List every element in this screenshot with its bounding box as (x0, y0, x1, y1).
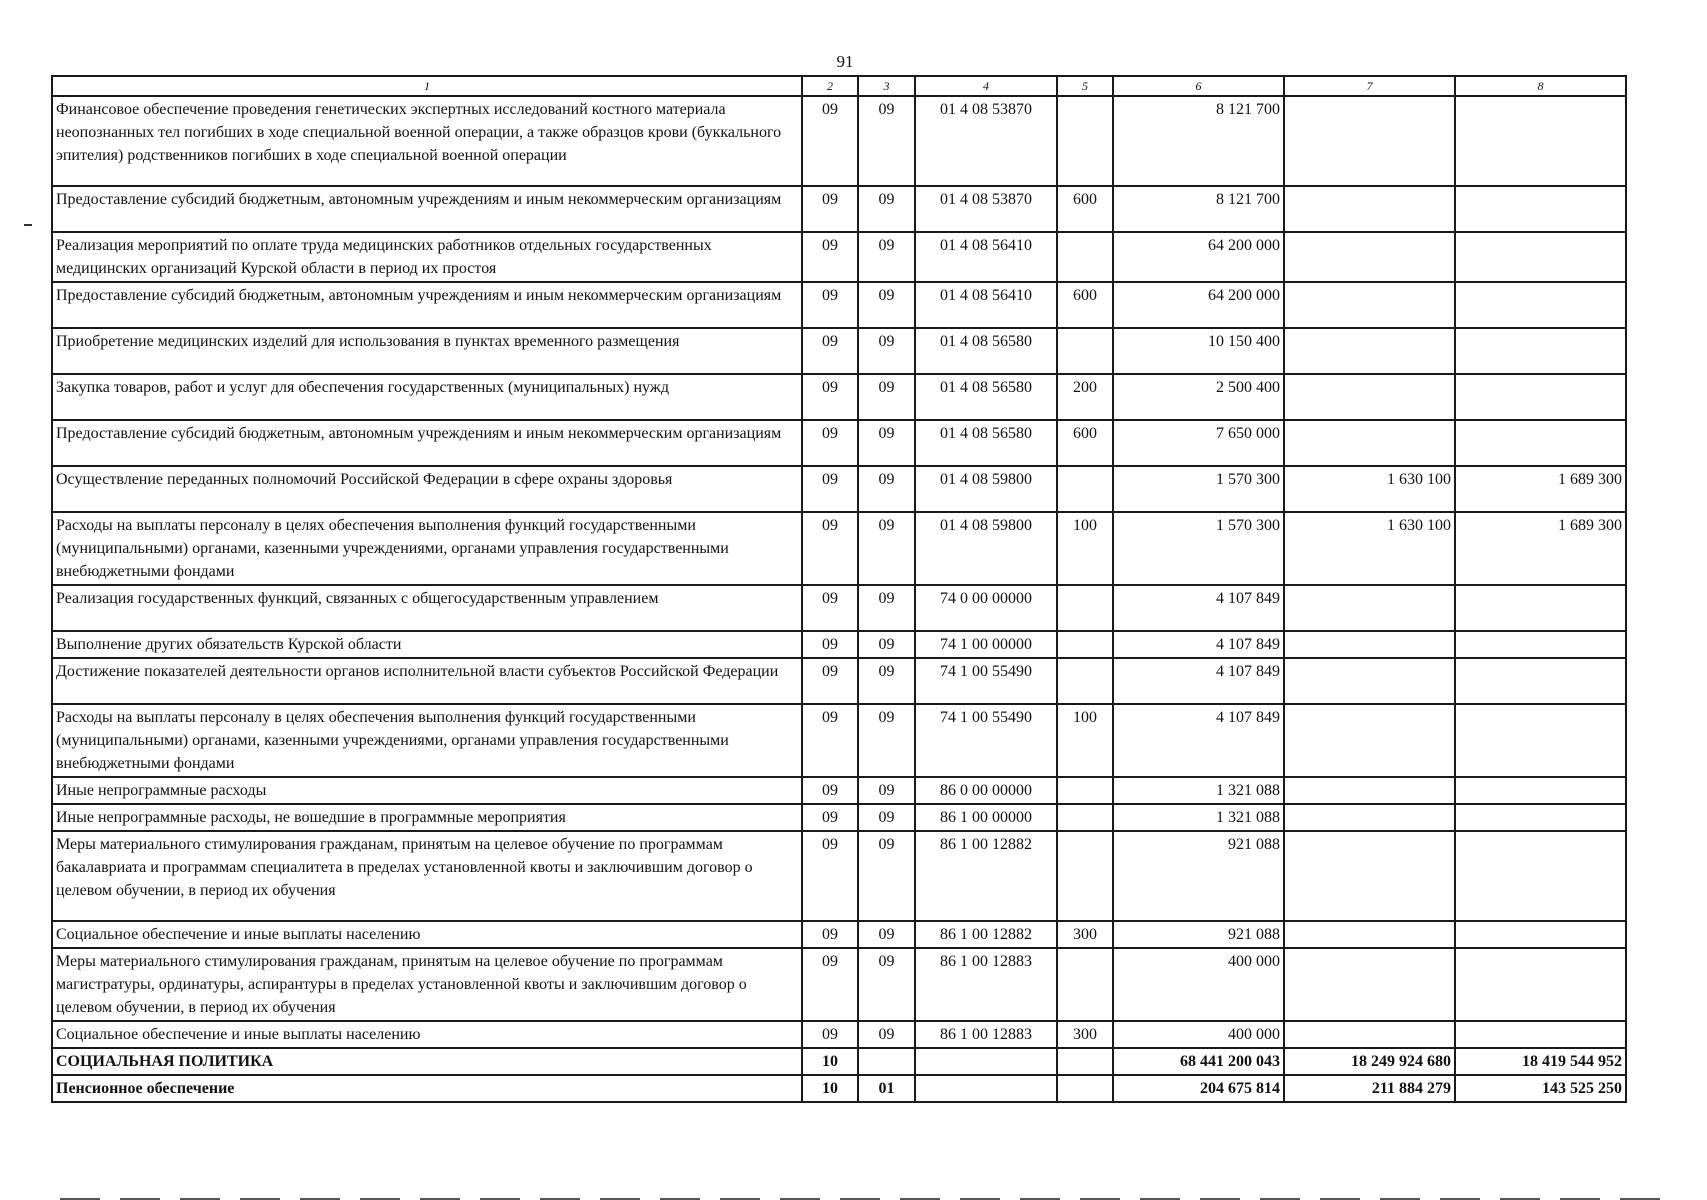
section-code: 09 (802, 704, 858, 777)
expense-type-code (1057, 96, 1113, 186)
amount-col-8 (1455, 658, 1626, 704)
section-code: 09 (802, 420, 858, 466)
amount-col-7 (1284, 831, 1455, 921)
amount-col-6: 2 500 400 (1113, 374, 1284, 420)
amount-col-8: 1 689 300 (1455, 512, 1626, 585)
expense-type-code: 100 (1057, 704, 1113, 777)
amount-col-8: 143 525 250 (1455, 1075, 1626, 1102)
amount-col-7 (1284, 1021, 1455, 1048)
subsection-code: 09 (858, 282, 915, 328)
subsection-code: 09 (858, 328, 915, 374)
target-article-code: 01 4 08 59800 (915, 512, 1057, 585)
subsection-code: 09 (858, 777, 915, 804)
amount-col-6: 204 675 814 (1113, 1075, 1284, 1102)
amount-col-6: 1 570 300 (1113, 512, 1284, 585)
section-code: 09 (802, 466, 858, 512)
amount-col-6: 921 088 (1113, 831, 1284, 921)
expense-type-code (1057, 831, 1113, 921)
target-article-code: 86 1 00 12883 (915, 948, 1057, 1021)
table-row (52, 1021, 1626, 1048)
amount-col-7 (1284, 948, 1455, 1021)
amount-col-8 (1455, 374, 1626, 420)
section-code: 09 (802, 512, 858, 585)
subsection-code: 09 (858, 186, 915, 232)
table-row (52, 831, 1626, 921)
amount-col-6: 1 321 088 (1113, 804, 1284, 831)
target-article-code: 01 4 08 53870 (915, 186, 1057, 232)
amount-col-7 (1284, 631, 1455, 658)
row-name: Меры материального стимулирования гражданам, принятым на целевое обучение по программам магистратуры, ординатуры, аспирантуры в пределах установленной квоты и заключившим договор о целевом обучении, в период их обучения (52, 948, 802, 1021)
target-article-code: 86 1 00 00000 (915, 804, 1057, 831)
table-row (52, 420, 1626, 466)
amount-col-7: 1 630 100 (1284, 512, 1455, 585)
amount-col-6: 4 107 849 (1113, 704, 1284, 777)
subsection-code: 09 (858, 96, 915, 186)
target-article-code: 01 4 08 56580 (915, 374, 1057, 420)
amount-col-8 (1455, 282, 1626, 328)
budget-table (51, 75, 1627, 1103)
target-article-code: 01 4 08 56580 (915, 420, 1057, 466)
target-article-code: 86 0 00 00000 (915, 777, 1057, 804)
amount-col-8 (1455, 921, 1626, 948)
expense-type-code: 600 (1057, 282, 1113, 328)
section-code: 09 (802, 948, 858, 1021)
table-row (52, 328, 1626, 374)
amount-col-8 (1455, 420, 1626, 466)
row-name: СОЦИАЛЬНАЯ ПОЛИТИКА (52, 1048, 802, 1075)
expense-type-code: 200 (1057, 374, 1113, 420)
table-body (52, 76, 1626, 1102)
column-header: 7 (1284, 76, 1455, 96)
row-name: Осуществление переданных полномочий Российской Федерации в сфере охраны здоровья (52, 466, 802, 512)
amount-col-7 (1284, 420, 1455, 466)
subsection-code: 09 (858, 512, 915, 585)
expense-type-code (1057, 1075, 1113, 1102)
target-article-code: 74 1 00 00000 (915, 631, 1057, 658)
amount-col-7 (1284, 704, 1455, 777)
subsection-code: 09 (858, 232, 915, 282)
target-article-code: 01 4 08 56410 (915, 282, 1057, 328)
row-name: Выполнение других обязательств Курской области (52, 631, 802, 658)
amount-col-8 (1455, 948, 1626, 1021)
expense-type-code: 300 (1057, 921, 1113, 948)
subsection-code: 09 (858, 804, 915, 831)
row-name: Меры материального стимулирования гражданам, принятым на целевое обучение по программам бакалавриата и программам специалитета в пределах установленной квоты и заключившим договор о целевом обучении, в период их обучения (52, 831, 802, 921)
amount-col-7 (1284, 804, 1455, 831)
row-name: Социальное обеспечение и иные выплаты населению (52, 921, 802, 948)
column-header: 1 (52, 76, 802, 96)
row-name: Предоставление субсидий бюджетным, автономным учреждениям и иным некоммерческим организациям (52, 282, 802, 328)
section-code: 09 (802, 328, 858, 374)
section-code: 09 (802, 1021, 858, 1048)
amount-col-6: 8 121 700 (1113, 186, 1284, 232)
expense-type-code (1057, 777, 1113, 804)
table-row (52, 186, 1626, 232)
table-row (52, 658, 1626, 704)
amount-col-7 (1284, 777, 1455, 804)
row-name: Расходы на выплаты персоналу в целях обеспечения выполнения функций государственными (муниципальными) органами, казенными учреждениями, органами управления государственными внебюджетными фондами (52, 512, 802, 585)
amount-col-8 (1455, 232, 1626, 282)
column-header: 5 (1057, 76, 1113, 96)
amount-col-6: 4 107 849 (1113, 631, 1284, 658)
expense-type-code (1057, 328, 1113, 374)
subsection-code (858, 1048, 915, 1075)
section-code: 09 (802, 658, 858, 704)
amount-col-7 (1284, 374, 1455, 420)
amount-col-8: 18 419 544 952 (1455, 1048, 1626, 1075)
section-code: 10 (802, 1075, 858, 1102)
subsection-code: 09 (858, 374, 915, 420)
amount-col-6: 400 000 (1113, 948, 1284, 1021)
subsection-code: 09 (858, 948, 915, 1021)
section-code: 09 (802, 585, 858, 631)
amount-col-6: 921 088 (1113, 921, 1284, 948)
target-article-code: 01 4 08 56410 (915, 232, 1057, 282)
amount-col-8 (1455, 804, 1626, 831)
amount-col-7 (1284, 585, 1455, 631)
amount-col-8 (1455, 704, 1626, 777)
table-row (52, 466, 1626, 512)
amount-col-8 (1455, 777, 1626, 804)
subsection-code: 09 (858, 420, 915, 466)
subsection-code: 09 (858, 831, 915, 921)
row-name: Реализация мероприятий по оплате труда медицинских работников отдельных государственных медицинских организаций Курской области в период их простоя (52, 232, 802, 282)
amount-col-8 (1455, 1021, 1626, 1048)
expense-type-code (1057, 631, 1113, 658)
target-article-code: 86 1 00 12882 (915, 831, 1057, 921)
page-number: 91 (836, 52, 854, 71)
target-article-code: 74 0 00 00000 (915, 585, 1057, 631)
column-header: 4 (915, 76, 1057, 96)
target-article-code: 01 4 08 59800 (915, 466, 1057, 512)
section-code: 09 (802, 921, 858, 948)
amount-col-7: 18 249 924 680 (1284, 1048, 1455, 1075)
column-header: 2 (802, 76, 858, 96)
row-name: Приобретение медицинских изделий для использования в пунктах временного размещения (52, 328, 802, 374)
subsection-code: 09 (858, 1021, 915, 1048)
table-row (52, 96, 1626, 186)
section-code: 09 (802, 282, 858, 328)
amount-col-6: 64 200 000 (1113, 232, 1284, 282)
section-code: 09 (802, 777, 858, 804)
expense-type-code (1057, 948, 1113, 1021)
amount-col-6: 400 000 (1113, 1021, 1284, 1048)
table-row (52, 232, 1626, 282)
margin-mark (24, 224, 32, 226)
table-row (52, 585, 1626, 631)
table-row (52, 631, 1626, 658)
amount-col-7 (1284, 328, 1455, 374)
row-name: Достижение показателей деятельности органов исполнительной власти субъектов Российской Федерации (52, 658, 802, 704)
target-article-code: 74 1 00 55490 (915, 704, 1057, 777)
target-article-code: 86 1 00 12883 (915, 1021, 1057, 1048)
expense-type-code (1057, 466, 1113, 512)
table-row (52, 777, 1626, 804)
amount-col-6: 68 441 200 043 (1113, 1048, 1284, 1075)
row-name: Пенсионное обеспечение (52, 1075, 802, 1102)
amount-col-6: 8 121 700 (1113, 96, 1284, 186)
column-header: 8 (1455, 76, 1626, 96)
section-code: 09 (802, 96, 858, 186)
subsection-code: 09 (858, 466, 915, 512)
amount-col-8 (1455, 96, 1626, 186)
amount-col-6: 4 107 849 (1113, 585, 1284, 631)
row-name: Иные непрограммные расходы (52, 777, 802, 804)
expense-type-code (1057, 232, 1113, 282)
expense-type-code (1057, 585, 1113, 631)
amount-col-6: 10 150 400 (1113, 328, 1284, 374)
target-article-code: 01 4 08 53870 (915, 96, 1057, 186)
subsection-code: 09 (858, 921, 915, 948)
amount-col-6: 4 107 849 (1113, 658, 1284, 704)
row-name: Предоставление субсидий бюджетным, автономным учреждениям и иным некоммерческим организациям (52, 186, 802, 232)
subsection-code: 09 (858, 631, 915, 658)
target-article-code (915, 1075, 1057, 1102)
target-article-code: 01 4 08 56580 (915, 328, 1057, 374)
target-article-code: 86 1 00 12882 (915, 921, 1057, 948)
amount-col-6: 1 570 300 (1113, 466, 1284, 512)
amount-col-7 (1284, 232, 1455, 282)
section-code: 09 (802, 186, 858, 232)
target-article-code: 74 1 00 55490 (915, 658, 1057, 704)
table-row (52, 512, 1626, 585)
section-code: 09 (802, 374, 858, 420)
amount-col-7 (1284, 96, 1455, 186)
amount-col-7: 211 884 279 (1284, 1075, 1455, 1102)
amount-col-6: 64 200 000 (1113, 282, 1284, 328)
column-header: 6 (1113, 76, 1284, 96)
subsection-code: 01 (858, 1075, 915, 1102)
amount-col-8 (1455, 585, 1626, 631)
section-code: 09 (802, 631, 858, 658)
row-name: Финансовое обеспечение проведения генетических экспертных исследований костного материала неопознанных тел погибших в ходе специальной военной операции, а также образцов крови (буккального эпителия) родственников погибших в ходе специальной военной операции (52, 96, 802, 186)
section-code: 09 (802, 831, 858, 921)
expense-type-code: 600 (1057, 186, 1113, 232)
target-article-code (915, 1048, 1057, 1075)
row-name: Расходы на выплаты персоналу в целях обеспечения выполнения функций государственными (муниципальными) органами, казенными учреждениями, органами управления государственными внебюджетными фондами (52, 704, 802, 777)
row-name: Предоставление субсидий бюджетным, автономным учреждениям и иным некоммерческим организациям (52, 420, 802, 466)
table-row (52, 1048, 1626, 1075)
expense-type-code: 600 (1057, 420, 1113, 466)
table-row (52, 804, 1626, 831)
section-code: 09 (802, 232, 858, 282)
expense-type-code (1057, 658, 1113, 704)
section-code: 10 (802, 1048, 858, 1075)
expense-type-code (1057, 1048, 1113, 1075)
row-name: Иные непрограммные расходы, не вошедшие в программные мероприятия (52, 804, 802, 831)
subsection-code: 09 (858, 658, 915, 704)
table-row (52, 282, 1626, 328)
expense-type-code (1057, 804, 1113, 831)
table-row (52, 374, 1626, 420)
amount-col-6: 1 321 088 (1113, 777, 1284, 804)
column-header: 3 (858, 76, 915, 96)
amount-col-7 (1284, 921, 1455, 948)
amount-col-7 (1284, 186, 1455, 232)
amount-col-8 (1455, 831, 1626, 921)
table-row (52, 704, 1626, 777)
table-row (52, 921, 1626, 948)
table-row (52, 1075, 1626, 1102)
row-name: Реализация государственных функций, связанных с общегосударственным управлением (52, 585, 802, 631)
table-row (52, 948, 1626, 1021)
amount-col-8: 1 689 300 (1455, 466, 1626, 512)
amount-col-8 (1455, 186, 1626, 232)
row-name: Социальное обеспечение и иные выплаты населению (52, 1021, 802, 1048)
row-name: Закупка товаров, работ и услуг для обеспечения государственных (муниципальных) нужд (52, 374, 802, 420)
amount-col-7: 1 630 100 (1284, 466, 1455, 512)
expense-type-code: 100 (1057, 512, 1113, 585)
amount-col-8 (1455, 631, 1626, 658)
section-code: 09 (802, 804, 858, 831)
subsection-code: 09 (858, 585, 915, 631)
amount-col-8 (1455, 328, 1626, 374)
amount-col-7 (1284, 658, 1455, 704)
subsection-code: 09 (858, 704, 915, 777)
expense-type-code: 300 (1057, 1021, 1113, 1048)
column-number-row (52, 76, 1626, 96)
amount-col-7 (1284, 282, 1455, 328)
amount-col-6: 7 650 000 (1113, 420, 1284, 466)
